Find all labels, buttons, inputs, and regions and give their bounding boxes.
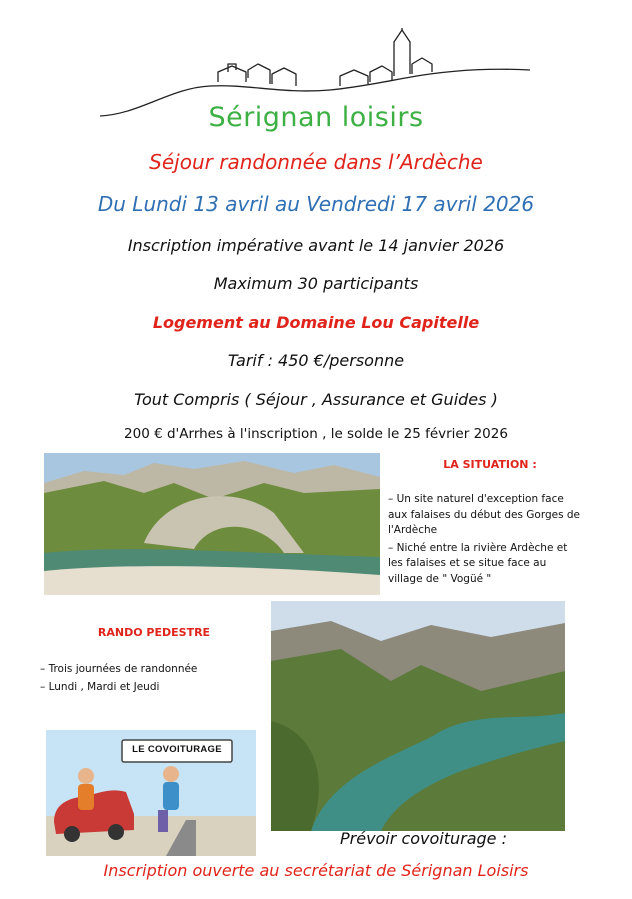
covoiturage-illustration <box>46 730 256 856</box>
gorges-photo <box>271 601 565 831</box>
event-title: Séjour randonnée dans l’Ardèche <box>149 150 483 174</box>
registration-deadline: Inscription impérative avant le 14 janvier 2026 <box>127 236 505 255</box>
rando-title: RANDO PEDESTRE <box>97 626 211 639</box>
max-participants: Maximum 30 participants <box>213 274 419 293</box>
rando-text <box>40 660 270 696</box>
footer-registration: Inscription ouverte au secrétariat de Sérignan Loisirs <box>103 861 529 880</box>
price: Tarif : 450 €/personne <box>227 351 405 370</box>
included: Tout Compris ( Séjour , Assurance et Guides ) <box>134 390 498 409</box>
rando-item: – Lundi , Mardi et Jeudi <box>40 681 160 693</box>
situation-text <box>388 492 583 589</box>
situation-item: – Niché entre la rivière Ardèche et les falaises et se situe face au village de " Vogüé " <box>388 541 568 585</box>
event-dates: Du Lundi 13 avril au Vendredi 17 avril 2026 <box>97 192 535 216</box>
club-name: Sérignan loisirs <box>208 102 424 133</box>
covoiturage-note: Prévoir covoiturage : <box>340 829 507 848</box>
rando-item: – Trois journées de randonnée <box>40 663 198 675</box>
situation-title: LA SITUATION : <box>443 458 537 471</box>
deposit: 200 € d'Arrhes à l'inscription , le solde le 25 février 2026 <box>124 426 508 442</box>
covoiturage-sign: LE COVOITURAGE <box>132 744 222 755</box>
lodging: Logement au Domaine Lou Capitelle <box>152 313 480 332</box>
pont-arc-photo <box>44 453 380 595</box>
situation-item: – Un site naturel d'exception face aux falaises du début des Gorges de l'Ardèche <box>388 493 581 536</box>
